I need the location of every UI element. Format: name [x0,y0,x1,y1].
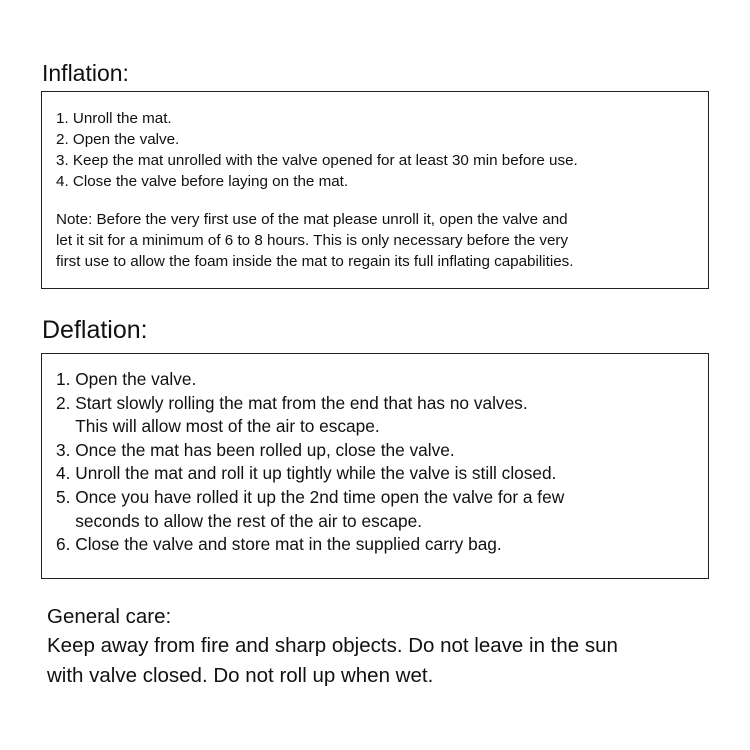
step-number: 4. [56,173,73,190]
deflation-step [56,392,708,439]
inflation-note: Note: Before the very first use of the mat please unroll it, open the valve and let it sit for a minimum of 6 to 8 hours. This is only necessary before the very first use to allow the foam inside the mat to regain its full inflating capabilities. [56,211,574,270]
deflation-instructions-box [41,353,709,579]
deflation-heading: Deflation: [42,316,148,344]
deflation-step [56,368,708,392]
inflation-step [56,150,708,171]
step-text: Open the valve. [75,369,197,389]
step-text: Keep the mat unrolled with the valve opened for at least 30 min before use. [72,152,578,169]
step-number: 1. [56,369,76,389]
step-text: Close the valve before laying on the mat. [72,173,349,190]
step-text: Unroll the mat. [72,110,172,127]
step-text: Start slowly rolling the mat from the end that has no valves. This will allow most of the air to escape. [75,392,528,437]
step-number: 2. [56,131,73,148]
step-text: Once the mat has been rolled up, close the valve. [75,439,455,460]
deflation-step [56,439,708,463]
general-care-heading: General care: [47,605,172,628]
deflation-step [56,533,708,557]
deflation-steps-list [56,368,708,557]
inflation-step [56,171,708,192]
general-care-text: Keep away from fire and sharp objects. Do not leave in the sun with valve closed. Do not roll up when wet. [47,634,618,687]
step-number: 6. [56,534,76,555]
step-number: 4. [56,463,76,484]
step-number: 5. [56,486,76,507]
step-number: 3. [56,152,73,169]
step-number: 1. [56,110,73,127]
inflation-steps-list [56,108,708,192]
step-text: Once you have rolled it up the 2nd time open the valve for a few seconds to allow the rest of the air to escape. [75,486,565,531]
step-number: 3. [56,439,76,460]
step-text: Unroll the mat and roll it up tightly while the valve is still closed. [75,463,557,484]
inflation-step [56,129,708,150]
deflation-step [56,462,708,486]
step-number: 2. [56,392,76,413]
inflation-step [56,108,708,129]
general-care-section [47,603,737,690]
step-text: Close the valve and store mat in the supplied carry bag. [75,534,502,555]
step-text: Open the valve. [72,131,180,148]
inflation-heading: Inflation: [42,60,129,86]
inflation-instructions-box [41,91,709,289]
deflation-step [56,486,708,533]
